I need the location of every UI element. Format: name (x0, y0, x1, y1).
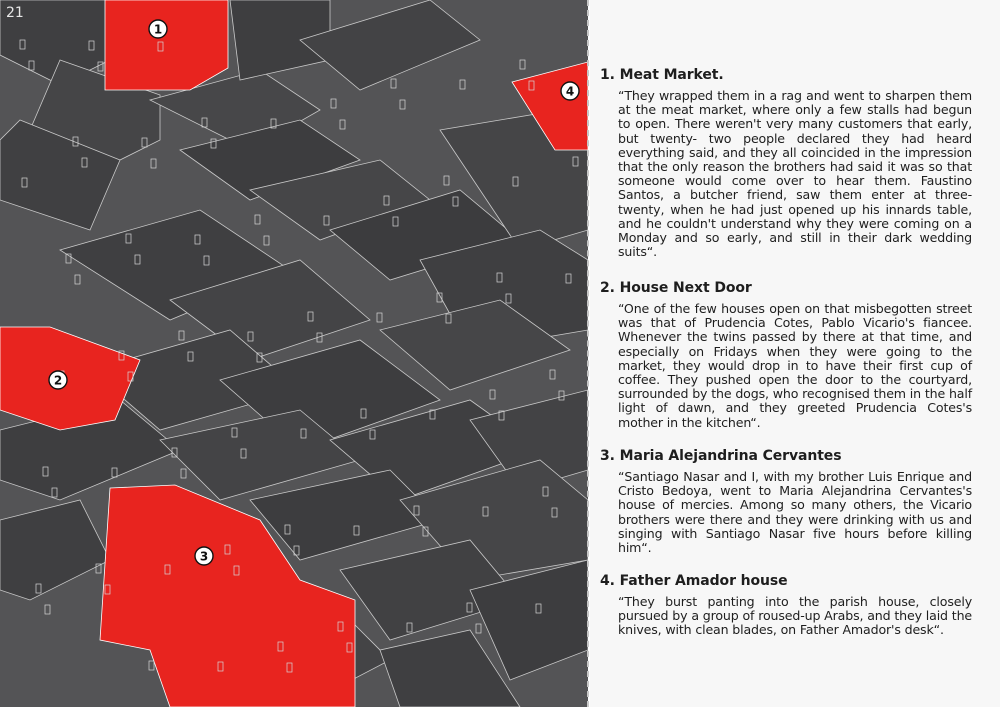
marker-label: 3 (199, 549, 209, 564)
page-number: 21 (6, 5, 24, 21)
window (476, 624, 481, 633)
window (151, 159, 156, 168)
marker-label: 4 (565, 84, 575, 99)
window (149, 661, 154, 670)
window (181, 469, 186, 478)
section-quote: “They wrapped them in a rag and went to sharpen them at the meat market, where only a few stalls had begun to open. There weren't very many customers that early, but twenty- two people declared they had heard everything said, and they all coincided in the impression that the only reason the brothers had said it was so that someone would come over to hear them. Faustino Santos, a butcher friend, saw them enter at three-twenty, when he had just opened up his innards table, and he couldn't understand why they were coming on a Monday and so early, and still in their dark wedding suits“. (618, 88, 972, 260)
section-quote: “Santiago Nasar and I, with my brother Luis Enrique and Cristo Bedoya, went to Maria Alejandrina Cervantes's house of mercies. Among so many others, the Vicario brothers were there and they were drinking with us and singing with Santiago Nasar five hours before killing him“. (618, 469, 972, 556)
window (179, 331, 184, 340)
section-father-amador (600, 573, 972, 638)
window (377, 313, 382, 322)
marker-label: 1 (153, 22, 163, 37)
highlighted-building (105, 0, 228, 90)
section-heading: 3. Maria Alejandrina Cervantes (600, 448, 842, 464)
window (75, 275, 80, 284)
building (0, 500, 110, 600)
window (550, 370, 555, 379)
window (391, 79, 396, 88)
section-quote: “They burst panting into the parish house, closely pursued by a group of roused-up Arabs, and they laid the knives, with clean blades, on Father Amador's desk“. (618, 594, 972, 638)
window (400, 100, 405, 109)
window (520, 60, 525, 69)
window (331, 99, 336, 108)
section-heading: 4. Father Amador house (600, 573, 788, 589)
page-divider (587, 0, 589, 707)
section-meat-market (600, 67, 972, 259)
window (460, 80, 465, 89)
window (45, 605, 50, 614)
section-quote: “One of the few houses open on that misbegotten street was that of Prudencia Cotes, Pablo Vicario's fiancee. Whenever the twins passed by there at that time, and especially on Fridays when they were going to the market, they would drop in to have their first cup of coffee. They pushed open the door to the courtyard, surrounded by the dogs, who recognised them in the half light of dawn, and they greeted Prudencia Cotes's mother in the kitchen“. (618, 301, 972, 430)
window (255, 215, 260, 224)
window (444, 176, 449, 185)
section-heading: 2. House Next Door (600, 280, 752, 296)
window (264, 236, 269, 245)
window (340, 120, 345, 129)
section-house-next-door (600, 280, 972, 430)
text-column (600, 0, 972, 707)
section-maria-alejandrina (600, 448, 972, 555)
section-heading: 1. Meat Market. (600, 67, 724, 83)
window (490, 390, 495, 399)
marker-label: 2 (53, 373, 63, 388)
